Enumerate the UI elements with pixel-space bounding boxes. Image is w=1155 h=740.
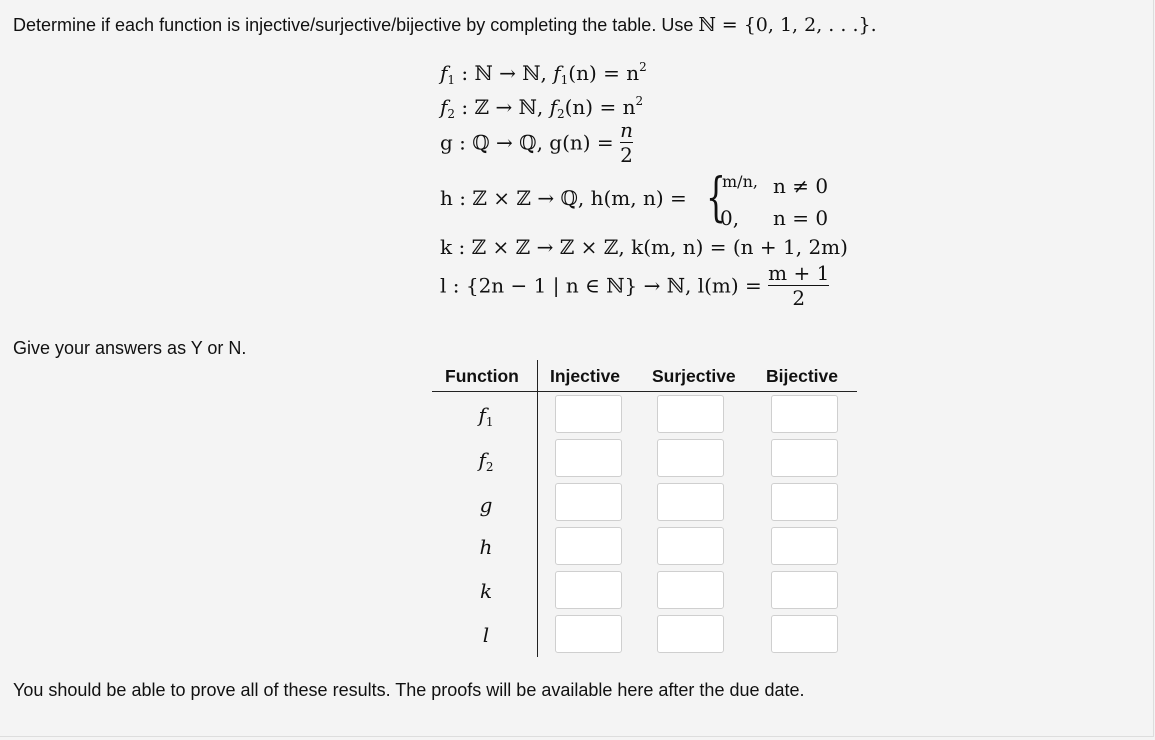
k-injective-input[interactable] xyxy=(555,571,622,609)
answer-field[interactable] xyxy=(556,440,625,478)
footer-note: You should be able to prove all of these results. The proofs will be available here after the due date. xyxy=(13,680,805,700)
h-case2-condition: n = 0 xyxy=(773,206,829,230)
definition-g: g : ℚ → ℚ, g(n) = $\frac{n}{2}$ xyxy=(440,118,633,167)
header-surjective: Surjective xyxy=(652,366,736,386)
k-bijective-input[interactable] xyxy=(771,571,838,609)
g-bijective-input[interactable] xyxy=(771,483,838,521)
g-surjective-input[interactable] xyxy=(657,483,724,521)
row-label-k: k xyxy=(479,579,493,603)
l-fraction: $\frac{m + 1}{2}$ xyxy=(768,261,830,310)
intro-text: Determine if each function is injective/surjective/bijective by completing the table. Use ℕ = {0, 1, 2, . . .}. xyxy=(13,14,877,36)
answer-field[interactable] xyxy=(772,440,841,478)
definition-l: l : {2n − 1 | n ∈ ℕ} → ℕ, l(m) = $\frac{m + 1}{2}$ xyxy=(440,261,830,310)
l-surjective-input[interactable] xyxy=(657,615,724,653)
answer-field[interactable] xyxy=(556,528,625,566)
definition-f2: $f_2$ : ℤ → ℕ, $f_2(n) = n^2$ xyxy=(440,94,644,121)
f1-injective-input[interactable] xyxy=(555,395,622,433)
g-injective-input[interactable] xyxy=(555,483,622,521)
h-case1-condition: n ≠ 0 xyxy=(773,174,829,198)
table-header-rule xyxy=(432,391,857,392)
answer-field[interactable] xyxy=(658,484,727,522)
naturals-set: ℕ = {0, 1, 2, . . .}. xyxy=(698,14,877,36)
answer-field[interactable] xyxy=(556,484,625,522)
l-bijective-input[interactable] xyxy=(771,615,838,653)
f1-bijective-input[interactable] xyxy=(771,395,838,433)
h-case1-value: m/n, xyxy=(722,172,758,191)
g-fraction: $\frac{n}{2}$ xyxy=(620,118,633,167)
answer-field[interactable] xyxy=(556,572,625,610)
row-label-f2: $f_2$ xyxy=(478,448,494,474)
f1-surjective-input[interactable] xyxy=(657,395,724,433)
header-injective: Injective xyxy=(550,366,621,386)
f2-bijective-input[interactable] xyxy=(771,439,838,477)
cases-brace: { xyxy=(706,168,726,228)
answer-field[interactable] xyxy=(658,440,727,478)
row-label-g: g xyxy=(479,493,493,517)
definition-h: h : ℤ × ℤ → ℚ, h(m, n) = xyxy=(440,186,687,210)
definition-f1: $f_1$ : ℕ → ℕ, $f_1(n) = n^2$ xyxy=(440,60,647,87)
h-surjective-input[interactable] xyxy=(657,527,724,565)
h-bijective-input[interactable] xyxy=(771,527,838,565)
row-label-l: l xyxy=(482,623,490,647)
f2-surjective-input[interactable] xyxy=(657,439,724,477)
answer-instructions: Give your answers as Y or N. xyxy=(13,338,247,358)
row-label-h: h xyxy=(479,535,493,559)
answer-field[interactable] xyxy=(658,528,727,566)
f2-injective-input[interactable] xyxy=(555,439,622,477)
l-injective-input[interactable] xyxy=(555,615,622,653)
answer-field[interactable] xyxy=(658,396,727,434)
answer-field[interactable] xyxy=(658,616,727,654)
answer-field[interactable] xyxy=(772,616,841,654)
answer-field[interactable] xyxy=(556,616,625,654)
row-label-f1: $f_1$ xyxy=(478,403,494,429)
header-bijective: Bijective xyxy=(766,366,838,386)
k-surjective-input[interactable] xyxy=(657,571,724,609)
h-injective-input[interactable] xyxy=(555,527,622,565)
answer-field[interactable] xyxy=(772,528,841,566)
table-column-rule xyxy=(537,360,538,657)
answer-field[interactable] xyxy=(772,572,841,610)
definition-k: k : ℤ × ℤ → ℤ × ℤ, k(m, n) = (n + 1, 2m) xyxy=(440,235,848,259)
answer-field[interactable] xyxy=(772,484,841,522)
answer-field[interactable] xyxy=(772,396,841,434)
answer-field[interactable] xyxy=(658,572,727,610)
answer-field[interactable] xyxy=(556,396,625,434)
h-case2-value: 0, xyxy=(720,206,740,230)
header-function: Function xyxy=(445,366,519,386)
